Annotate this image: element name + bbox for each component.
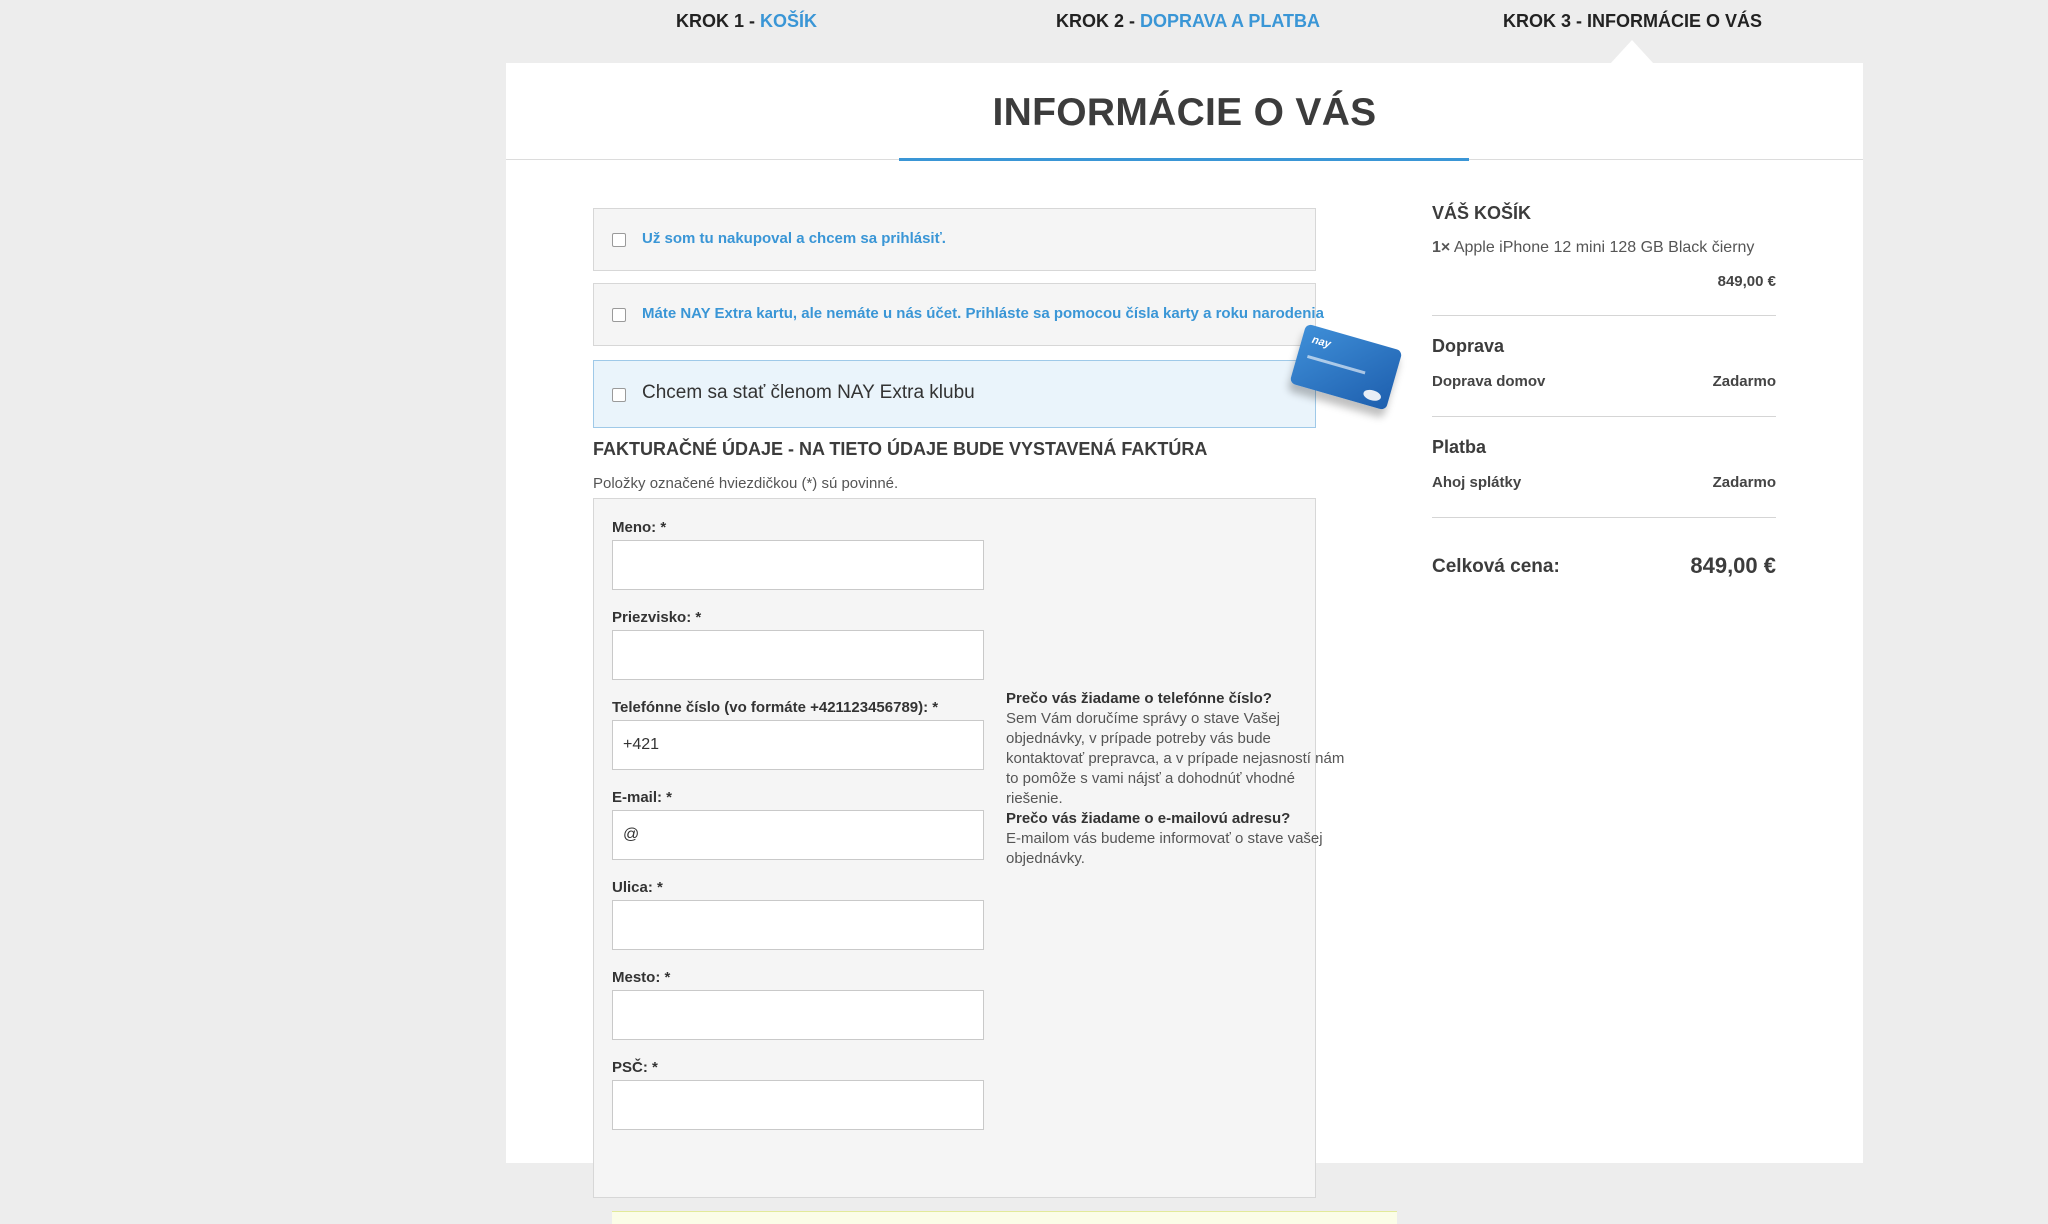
step-1[interactable] [676, 11, 817, 32]
title-underline [899, 158, 1469, 161]
street-label: Ulica: * [612, 879, 663, 896]
field-help-text [1006, 689, 1346, 869]
card-chip [1362, 388, 1382, 403]
step-1-prefix: KROK 1 - [676, 11, 761, 31]
zip-label: PSČ: * [612, 1059, 658, 1076]
phone-input[interactable] [612, 720, 984, 770]
join-club-option-label[interactable]: Chcem sa stať členom NAY Extra klubu [642, 382, 975, 403]
nay-card-checkbox[interactable] [612, 308, 626, 322]
email-help-question: Prečo vás žiadame o e-mailovú adresu? [1006, 810, 1291, 827]
divider [1432, 315, 1776, 316]
first-name-label: Meno: * [612, 519, 667, 536]
city-label: Mesto: * [612, 969, 671, 986]
step-3-current [1503, 11, 1762, 32]
last-name-label: Priezvisko: * [612, 609, 702, 626]
billing-section-title: FAKTURAČNÉ ÚDAJE - NA TIETO ÚDAJE BUDE VYSTAVENÁ FAKTÚRA [593, 439, 1208, 459]
street-input[interactable] [612, 900, 984, 950]
payment-title: Platba [1432, 437, 1487, 457]
page-title: INFORMÁCIE O VÁS [992, 91, 1377, 134]
total-label: Celková cena: [1432, 556, 1560, 577]
card-logo: nay [1310, 333, 1333, 351]
step-2[interactable] [1056, 11, 1320, 32]
required-fields-note: Položky označené hviezdičkou (*) sú povinné. [593, 475, 899, 492]
city-input[interactable] [612, 990, 984, 1040]
card-stripe [1307, 355, 1366, 374]
step-2-prefix: KROK 2 - [1056, 11, 1141, 31]
card-header [506, 63, 1863, 160]
join-club-option[interactable] [593, 360, 1316, 428]
login-option-label[interactable]: Už som tu nakupoval a chcem sa prihlásiť. [642, 230, 946, 247]
login-option[interactable] [593, 208, 1316, 271]
payment-value: Zadarmo [1712, 474, 1776, 491]
shipping-title: Doprava [1432, 336, 1505, 356]
email-input[interactable] [612, 810, 984, 860]
first-name-input[interactable] [612, 540, 984, 590]
cart-item-price: 849,00 € [1717, 273, 1776, 290]
cart-item [1432, 239, 1776, 257]
join-club-checkbox[interactable] [612, 388, 626, 402]
divider [1432, 416, 1776, 417]
last-name-input[interactable] [612, 630, 984, 680]
phone-help-question: Prečo vás žiadame o telefónne číslo? [1006, 690, 1272, 707]
phone-label: Telefónne číslo (vo formáte +421123456789): * [612, 699, 939, 716]
nay-card-option-label[interactable]: Máte NAY Extra kartu, ale nemáte u nás účet. Prihláste sa pomocou čísla karty a roku narodenia [642, 305, 1324, 322]
total-line [1432, 553, 1776, 578]
step-2-link[interactable]: DOPRAVA A PLATBA [1140, 11, 1321, 31]
cart-item-name: Apple iPhone 12 mini 128 GB Black čierny [1453, 239, 1755, 256]
billing-form [593, 498, 1345, 1198]
divider [1432, 517, 1776, 518]
shipping-line [1432, 373, 1776, 390]
step-3-prefix: KROK 3 - [1503, 11, 1588, 31]
shipping-label: Doprava domov [1432, 373, 1546, 390]
checkout-card [506, 63, 1863, 1163]
step-3-label: INFORMÁCIE O VÁS [1587, 11, 1763, 31]
info-strip [612, 1211, 1397, 1224]
nay-card-option[interactable] [593, 283, 1324, 346]
phone-help-answer: Sem Vám doručíme správy o stave Vašej objednávky, v prípade potreby vás bude kontaktovať prepravca, a v prípade nejasností nám to pomôže s vami nájsť a dohodnúť vhodné riešenie. [1006, 710, 1345, 807]
cart-item-qty: 1× [1432, 239, 1451, 256]
step-1-link[interactable]: KOŠÍK [760, 11, 818, 31]
email-label: E-mail: * [612, 789, 673, 806]
total-value: 849,00 € [1690, 553, 1776, 578]
payment-line [1432, 474, 1776, 491]
payment-label: Ahoj splátky [1432, 474, 1522, 491]
checkout-steps [0, 0, 2048, 63]
cart-title: VÁŠ KOŠÍK [1432, 203, 1532, 223]
email-help-answer: E-mailom vás budeme informovať o stave vašej objednávky. [1006, 830, 1323, 867]
login-checkbox[interactable] [612, 233, 626, 247]
shipping-value: Zadarmo [1712, 373, 1776, 390]
zip-input[interactable] [612, 1080, 984, 1130]
current-step-indicator [1610, 40, 1654, 64]
